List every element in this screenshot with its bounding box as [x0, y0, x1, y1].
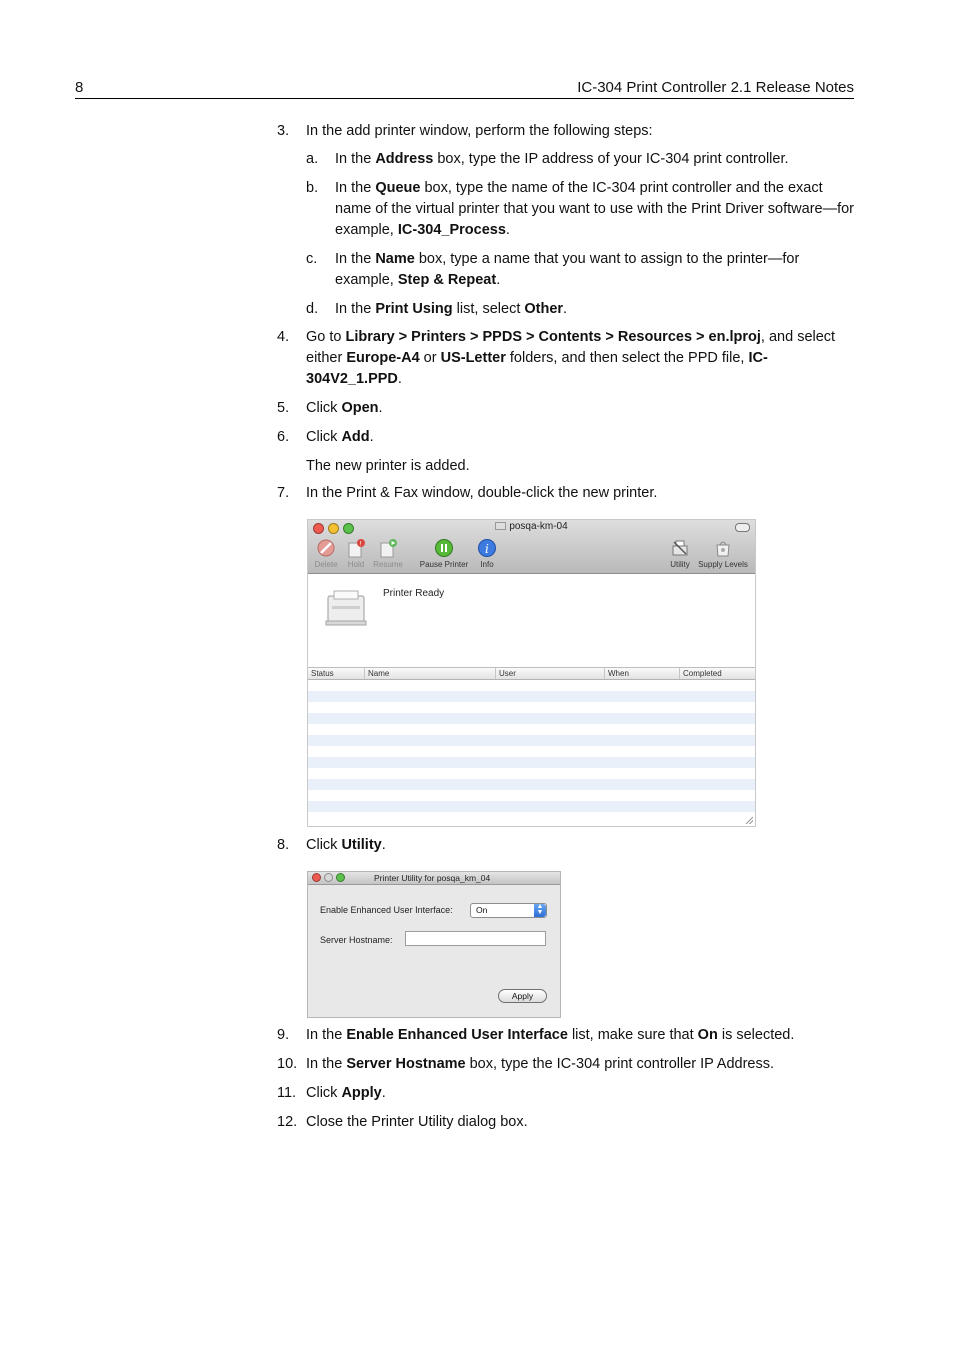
step-text: In the Print & Fax window, double-click the new printer. — [306, 485, 658, 501]
table-row — [308, 713, 755, 724]
column-when[interactable]: When — [604, 668, 629, 679]
zoom-button[interactable] — [336, 873, 345, 882]
step-text: Go to Library > Printers > PPDS > Contents > Resources > en.lproj, and select either Europe-A4 or US-Letter folders, and then select the PPD file, IC-304V2_1.PPD. — [306, 329, 836, 387]
step-4 — [277, 327, 854, 390]
printer-small-icon — [495, 522, 506, 530]
step-number: 7. — [277, 485, 290, 501]
utility-icon — [670, 538, 690, 558]
step-letter: c. — [306, 251, 318, 267]
print-queue-window — [307, 519, 756, 827]
info-icon — [477, 538, 497, 558]
printer-status-text: Printer Ready — [383, 588, 445, 599]
step-text: In the Server Hostname box, type the IC-304 print controller IP Address. — [306, 1056, 775, 1072]
table-row — [308, 757, 755, 768]
step-8 — [277, 835, 854, 856]
resize-grip[interactable] — [746, 817, 753, 824]
step-number: 11. — [277, 1085, 297, 1101]
step-number: 5. — [277, 400, 290, 416]
delete-icon — [316, 538, 336, 558]
table-row — [308, 691, 755, 702]
server-hostname-input[interactable] — [405, 931, 546, 946]
printer-icon — [324, 588, 368, 628]
step-text: In the Address box, type the IP address of your IC-304 print controller. — [335, 151, 789, 167]
step-7 — [277, 483, 854, 504]
step-letter: b. — [306, 180, 319, 196]
table-row — [308, 735, 755, 746]
window-title: Printer Utility for posqa_km_04 — [374, 873, 491, 883]
enhanced-ui-value: On — [476, 905, 488, 915]
step-number: 4. — [277, 329, 290, 345]
table-row — [308, 779, 755, 790]
step-text: In the Print Using list, select Other. — [335, 301, 568, 317]
table-row — [308, 812, 755, 823]
pause-printer-button[interactable]: Pause Printer — [418, 538, 470, 569]
step-3 — [277, 121, 854, 142]
pause-icon — [434, 538, 454, 558]
page-number: 8 — [75, 79, 84, 96]
resume-button[interactable]: Resume — [372, 538, 404, 569]
header-rule — [75, 98, 854, 99]
step-text: Click Apply. — [306, 1085, 386, 1101]
step-text: In the Queue box, type the name of the IC-304 print controller and the exact name of the virtual printer that you want to use with the Print Driver software—for example, IC-304_Process. — [335, 180, 855, 238]
delete-button[interactable]: Delete — [313, 538, 339, 569]
step-10 — [277, 1054, 854, 1075]
column-completed[interactable]: Completed — [679, 668, 722, 679]
hold-button[interactable]: ! Hold — [343, 538, 369, 569]
step-3b — [306, 178, 854, 241]
info-button[interactable]: i Info — [476, 538, 498, 569]
step-text: In the add printer window, perform the following steps: — [306, 123, 653, 139]
minimize-button[interactable] — [324, 873, 333, 882]
toolbar-toggle-button[interactable] — [735, 523, 750, 532]
job-table — [308, 667, 755, 826]
close-button[interactable] — [312, 873, 321, 882]
step-11 — [277, 1083, 854, 1104]
step-number: 8. — [277, 837, 290, 853]
step-9 — [277, 1025, 854, 1046]
window-title: posqa-km-04 — [308, 521, 755, 532]
printer-utility-window — [307, 871, 561, 1018]
step-6-note: The new printer is added. — [306, 458, 470, 474]
table-header — [308, 668, 755, 680]
step-number: 9. — [277, 1027, 290, 1043]
enhanced-ui-select[interactable] — [470, 903, 547, 918]
table-row — [308, 801, 755, 812]
svg-text:!: ! — [359, 540, 362, 548]
step-5 — [277, 398, 854, 419]
table-row — [308, 746, 755, 757]
utility-button[interactable]: Utility — [666, 538, 694, 569]
server-hostname-label: Server Hostname: — [320, 935, 393, 945]
step-6 — [277, 427, 854, 448]
step-text: Close the Printer Utility dialog box. — [306, 1114, 528, 1130]
step-text: In the Enable Enhanced User Interface list, make sure that On is selected. — [306, 1027, 795, 1043]
apply-button[interactable]: Apply — [498, 989, 547, 1003]
table-body — [308, 680, 755, 823]
table-row — [308, 702, 755, 713]
step-3c — [306, 249, 854, 291]
step-text: Click Open. — [306, 400, 383, 416]
step-3a — [306, 149, 854, 170]
hold-icon — [346, 538, 366, 558]
window-titlebar — [308, 872, 560, 885]
supply-levels-button[interactable]: Supply Levels — [697, 538, 749, 569]
svg-text:i: i — [485, 542, 489, 556]
table-row — [308, 768, 755, 779]
step-letter: d. — [306, 301, 319, 317]
step-text: In the Name box, type a name that you want to assign to the printer—for example, Step & Repeat. — [335, 251, 800, 288]
resume-icon — [378, 538, 398, 558]
window-toolbar — [308, 520, 755, 574]
step-text: Click Utility. — [306, 837, 386, 853]
column-status[interactable]: Status — [311, 669, 334, 678]
step-3d — [306, 299, 854, 320]
step-number: 6. — [277, 429, 290, 445]
enhanced-ui-label: Enable Enhanced User Interface: — [320, 905, 453, 915]
step-number: 3. — [277, 123, 290, 139]
supply-levels-icon — [713, 538, 733, 558]
step-text: Click Add. — [306, 429, 374, 445]
column-user[interactable]: User — [495, 668, 516, 679]
document-title: IC-304 Print Controller 2.1 Release Notes — [577, 79, 854, 96]
table-row — [308, 790, 755, 801]
table-row — [308, 724, 755, 735]
updown-arrows-icon: ▲ ▼ — [534, 904, 546, 917]
step-number: 10. — [277, 1056, 298, 1072]
step-12 — [277, 1112, 854, 1133]
step-letter: a. — [306, 151, 319, 167]
column-name[interactable]: Name — [364, 668, 389, 679]
step-number: 12. — [277, 1114, 298, 1130]
table-row — [308, 680, 755, 691]
